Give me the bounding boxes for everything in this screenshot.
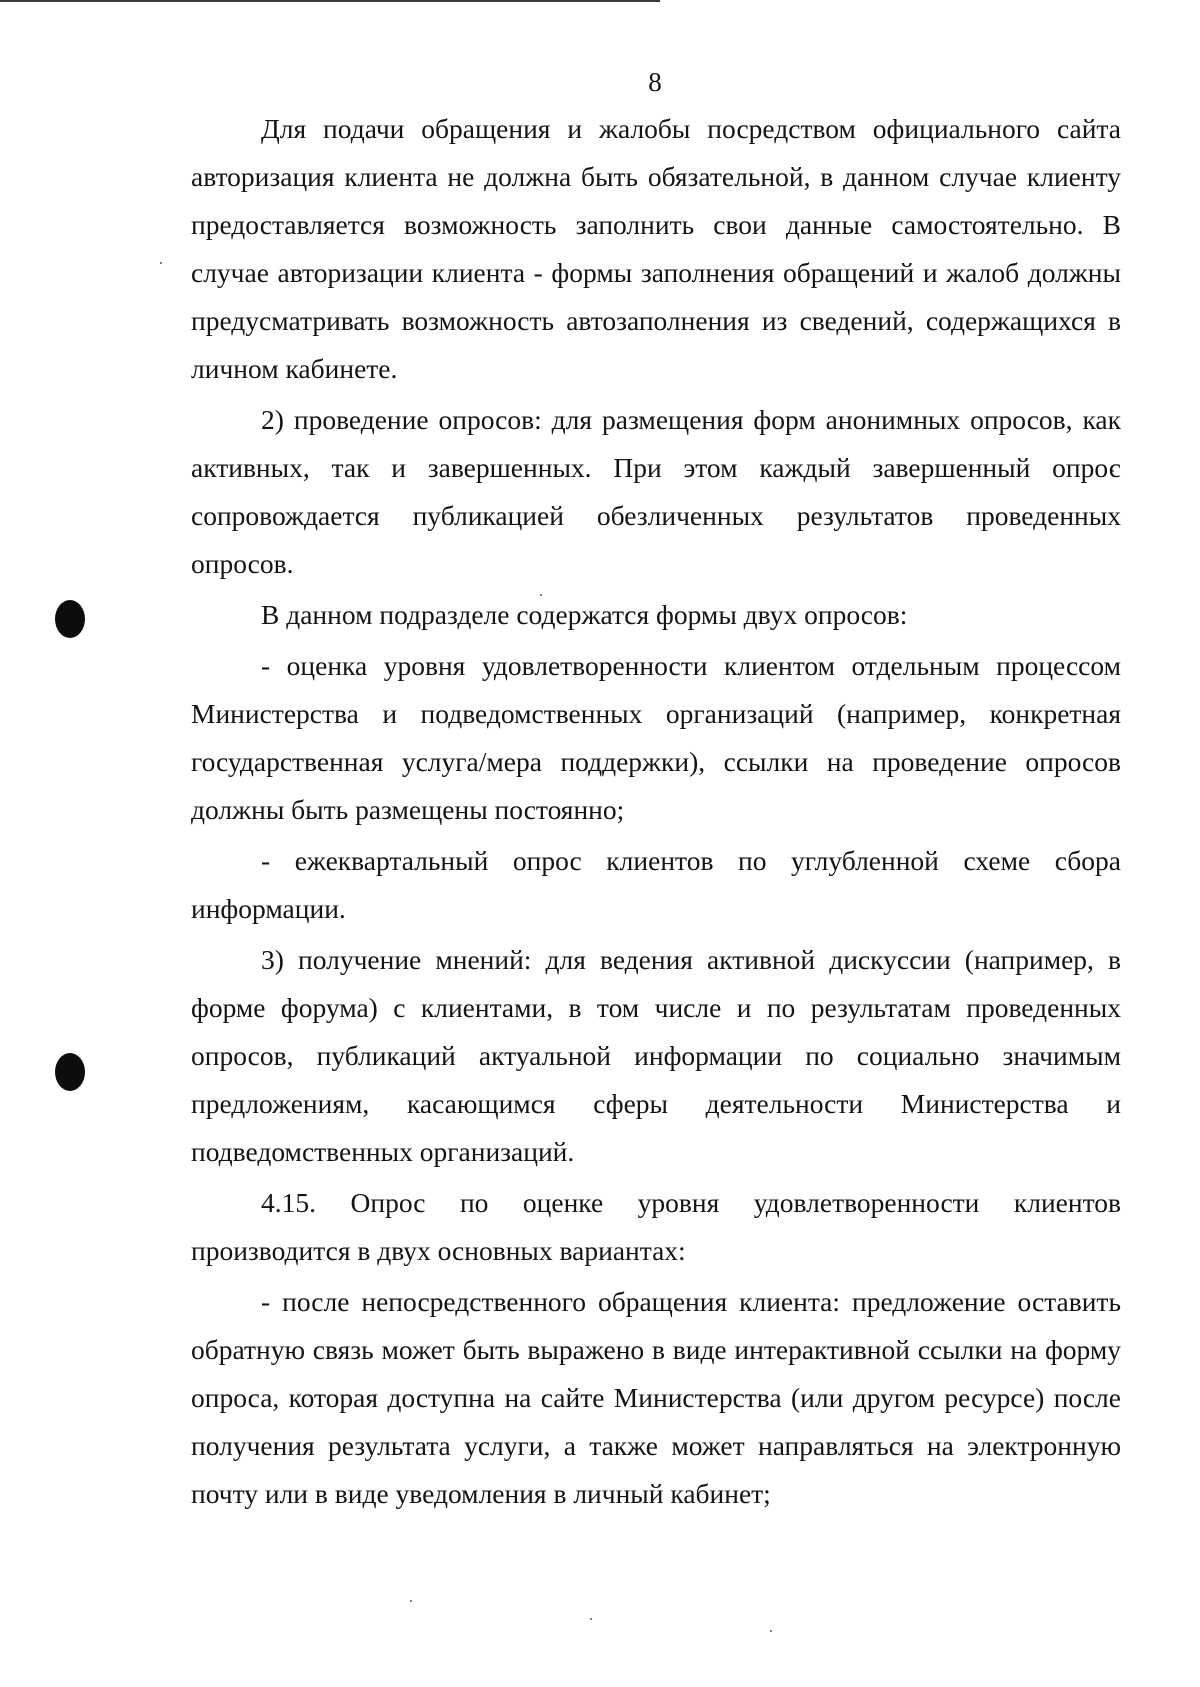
paragraph-surveys: 2) проведение опросов: для размещения форм анонимных опросов, как активных, так и завершенных. При этом каждый завершенный опрос сопровождается публикацией обезличенных результатов проведенных опросов. [191, 404, 1121, 579]
paragraph-section-4-15: 4.15. Опрос по оценке уровня удовлетворенности клиентов производится в двух основных вариантах: [191, 1187, 1121, 1266]
paragraph-quarterly-survey: - ежеквартальный опрос клиентов по углубленной схеме сбора информации. [191, 845, 1121, 924]
page-number: 8 [648, 67, 662, 97]
document-body [191, 105, 1121, 1521]
scan-speck [410, 1600, 412, 1602]
punch-hole-mark [55, 1053, 85, 1091]
scan-top-border [0, 0, 660, 2]
paragraph-after-request: - после непосредственного обращения клиента: предложение оставить обратную связь может быть выражено в виде интерактивной ссылки на форму опроса, которая доступна на сайте Министерства (или другом ресурсе) после получения результата услуги, а также может направляться на электронную почту или в виде уведомления в личный кабинет; [191, 1286, 1121, 1509]
paragraph-opinions: 3) получение мнений: для ведения активной дискуссии (например, в форме форума) с клиентами, в том числе и по результатам проведенных опросов, публикаций актуальной информации по социально значимым предложениям, касающимся сферы деятельности Министерства и подведомственных организаций. [191, 944, 1121, 1167]
scan-speck [770, 1630, 772, 1632]
paragraph-satisfaction-assessment: - оценка уровня удовлетворенности клиентом отдельным процессом Министерства и подведомственных организаций (например, конкретная государственная услуга/мера поддержки), ссылки на проведение опросов должны быть размещены постоянно; [191, 650, 1121, 825]
scan-speck [590, 1618, 592, 1620]
paragraph-authorization: Для подачи обращения и жалобы посредством официального сайта авторизация клиента не должна быть обязательной, в данном случае клиенту предоставляется возможность заполнить свои данные самостоятельно. В случае авторизации клиента - формы заполнения обращений и жалоб должны предусматривать возможность автозаполнения из сведений, содержащихся в личном кабинете. [191, 113, 1121, 384]
punch-hole-mark [55, 600, 85, 638]
paragraph-survey-forms-intro: В данном подразделе содержатся формы двух опросов: [261, 599, 908, 630]
scan-speck [160, 262, 162, 264]
